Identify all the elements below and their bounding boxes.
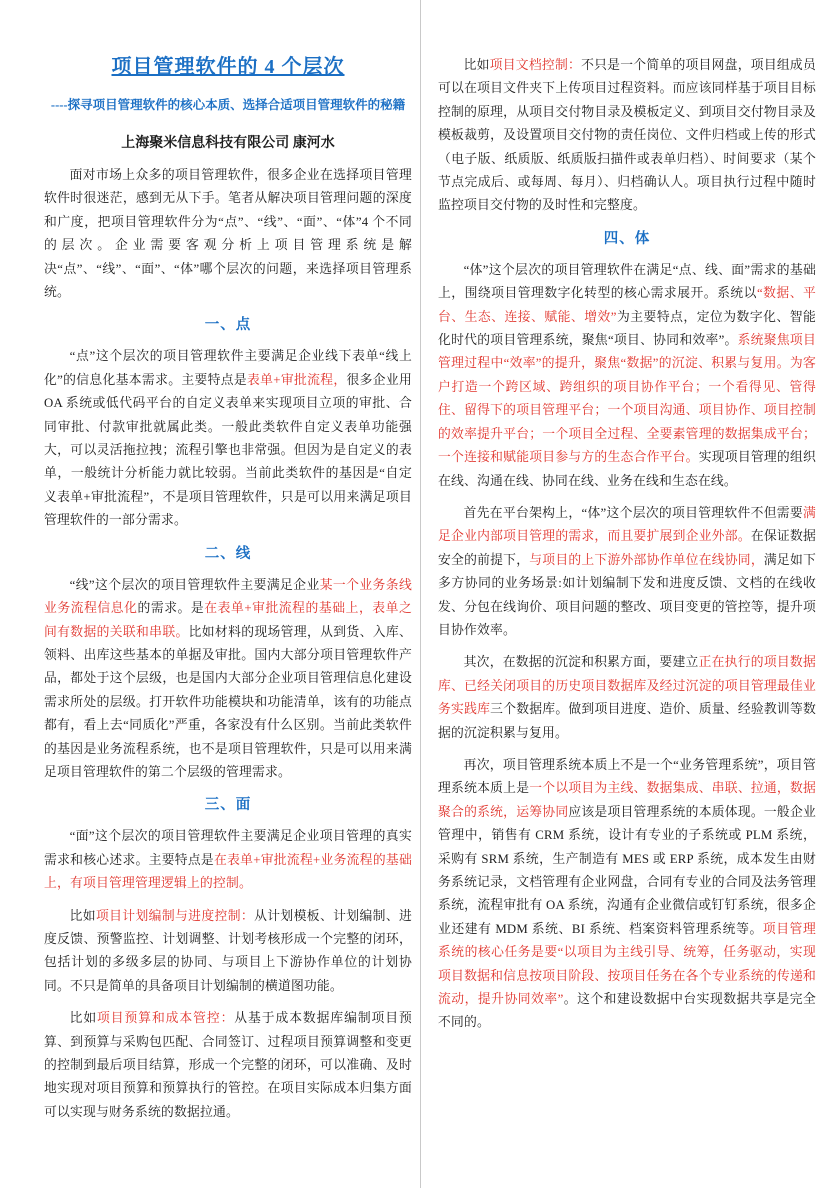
highlight-red-text: 与项目的上下游外部协作单位在线协同，	[529, 552, 764, 567]
body-text: “面”这个层次的项目管理软件主要满足企业项目管理的真实需求和核心述求。主要特点是	[44, 829, 412, 867]
body-text: 不只是一个简单的项目网盘，项目组成员可以在项目文件夹下上传项目过程资料。而应该同样基于项目目标控制的原理，从项目交付物目录及模板定义、到项目交付物目录及模板裁剪，及设置项目交付物的责任岗位、文件归档或上传的形式（电子版、纸质版、纸质版扫描件或表单归档）、时间要求（某个节点完成后、或每周、每月）、归档确认人。项目执行过程中随时监控项目交付物的及时性和完整度。	[438, 58, 816, 213]
body-text: 比如	[69, 908, 96, 923]
body-text: 三个数据库。做到项目进度、造价、质量、经验教训等数据的沉淀积累与复用。	[438, 702, 817, 740]
left-column-flow	[44, 164, 412, 1124]
right-column	[438, 0, 816, 1044]
body-text: 应该是项目管理系统的本质体现。一般企业管理中，销售有 CRM 系统，设计有专业的子系统或 PLM 系统，采购有 SRM 系统，生产制造有 MES 或 ERP 系统，成本发生由财务系统记录，文档管理有企业网盘，合同有专业的合同及法务管理系统，流程审批有 OA 系统，沟通有企业微信或钉钉系统，很多企业还建有 MDM 系统、BI 系统、档案资料管理系统等。	[438, 804, 816, 936]
paragraph	[44, 574, 412, 785]
body-text: 比如	[463, 58, 490, 72]
page-subtitle: ----探寻项目管理软件的核心本质、选择合适项目管理软件的秘籍	[50, 98, 406, 112]
paragraph	[44, 1007, 412, 1124]
paragraph	[438, 259, 816, 493]
paragraph	[438, 502, 816, 642]
highlight-red-text: 项目预算和成本管控：	[97, 1011, 235, 1026]
paragraph	[44, 164, 412, 304]
body-text: 很多企业用 OA 系统或低代码平台的自定义表单来实现项目立项的审批、合同审批、付款审批就属此类。一般此类软件自定义表单功能强大，可以灵活拖拉拽；流程引擎也非常强。但因为是自定义的表单，一般统计分析能力就比较弱。当前此类软件的基因是“自定义表单+审批流程”，不是项目管理软件，只是可以用来满足项目管理软件的一部分需求。	[44, 372, 413, 528]
body-text: 满足如下多方协同的业务场景:如计划编制下发和进度反馈、文档的在线收发、分包在线询价、项目问题的整改、项目变更的管控等，提升项目协作效率。	[438, 552, 816, 637]
body-text: “点”这个层次的项目管理软件主要满足企业线下表单“线上化”的信息化基本需求。主要特点是	[44, 349, 412, 387]
highlight-red-text: 项目管理系统的核心任务是要“以项目为主线引导、统筹，任务驱动，实现项目数据和信息按项目阶段、按项目任务在各个专业系统的传递和流动，提升协同效率”	[438, 921, 816, 1007]
section-heading: 二、线	[204, 545, 252, 562]
left-column	[44, 0, 412, 1133]
paragraph	[44, 825, 412, 895]
body-text: 从基于成本数据库编制项目预算、到预算与采购包匹配、合同签订、过程项目预算调整和变更的控制到最后项目结算，形成一个完整的闭环，可以准确、及时地实现对项目预算和预算执行的管控。在项目实际成本归集方面可以实现与财务系统的数据拉通。	[44, 1011, 412, 1119]
section-heading: 四、体	[603, 230, 651, 247]
highlight-red-text: 系统聚焦项目管理过程中“效率”的提升，聚焦“数据”的沉淀、积累与复用。为客户打造一个跨区域、跨组织的项目协作平台；一个看得见、管得住、留得下的项目管理平台；一个项目沟通、项目协作、项目控制的效率提升平台；一个项目全过程、全要素管理的数据集成平台；一个连接和赋能项目参与方的生态合作平台。	[438, 333, 816, 465]
column-divider	[420, 0, 421, 1188]
paragraph	[44, 345, 412, 532]
body-text: 比如材料的现场管理，从到货、入库、领料、出库这些基本的单据及审批。国内大部分项目管理软件产品，都处于这个层级，也是国内大部分企业项目管理信息化建设需求所处的层级。打开软件功能模块和功能清单，该有的功能点都有，看上去“同质化”严重，各家没有什么区别。当前此类软件的基因是业务流程系统，也不是项目管理软件，只是可以用来满足项目管理软件的第二个层级的管理需求。	[44, 624, 413, 779]
body-text: 的需求。是	[137, 601, 205, 616]
highlight-red-text: 表单+审批流程，	[247, 372, 347, 387]
body-text: 实现项目管理的组织在线、沟通在线、协同在线、业务在线和生态在线。	[438, 450, 816, 488]
body-text: 面对市场上众多的项目管理软件，很多企业在选择项目管理软件时很迷茫，感到无从下手。笔者从解决项目管理问题的深度和广度，把项目管理软件分为“点”、“线”、“面”、“体”4 个不同的层次。企业需要客观分析上项目管理系统是解决“点”、“线”、“面”、“体”哪个层次的问题，来选择项目管理系统。	[44, 168, 412, 300]
highlight-red-text: “数据、平台、生态、连接、赋能、增效”	[438, 286, 816, 324]
body-text: 其次，在数据的沉淀和积累方面，要建立	[463, 655, 699, 670]
body-text: 在保证数据安全的前提下，	[438, 529, 816, 567]
paragraph	[44, 905, 412, 999]
highlight-red-text: 某一个业务条线业务流程信息化	[44, 577, 412, 616]
highlight-red-text: 正在执行的项目数据库、已经关闭项目的历史项目数据库及经过沉淀的项目管理最佳业务实践库	[438, 655, 816, 717]
paragraph	[438, 651, 816, 745]
paragraph	[438, 754, 816, 1035]
section-heading: 三、面	[204, 797, 252, 814]
highlight-red-text: 项目计划编制与进度控制：	[95, 908, 255, 923]
highlight-red-text: 在表单+审批流程+业务流程的基础上，有项目管理管理逻辑上的控制。	[44, 852, 412, 891]
body-text: 首先在平台架构上，“体”这个层次的项目管理软件不但需要	[463, 505, 803, 520]
paragraph	[438, 54, 816, 218]
body-text: “线”这个层次的项目管理软件主要满足企业	[69, 577, 320, 592]
body-text: 比如	[69, 1011, 98, 1026]
highlight-red-text: 满足企业内部项目管理的需求，而且要扩展到企业外部。	[438, 505, 816, 544]
highlight-red-text: 在表单+审批流程的基础上，表单之间有数据的关联和串联。	[44, 601, 413, 639]
highlight-red-text: 一个以项目为主线、数据集成、串联、拉通，数据聚合的系统，运筹协同	[438, 781, 816, 819]
author-line: 上海聚米信息科技有限公司 康河水	[121, 136, 335, 151]
body-text: 从计划模板、计划编制、进度反馈、预警监控、计划调整、计划考核形成一个完整的闭环，包括计划的多级多层的协同、与项目上下游协作单位的计划协同。不只是简单的具备项目计划编制的横道图功能。	[44, 908, 412, 993]
body-text: 再次，项目管理系统本质上不是一个“业务管理系统”，项目管理系统本质上是	[438, 757, 816, 796]
right-column-flow	[438, 54, 816, 1035]
page-title: 项目管理软件的 4 个层次	[111, 56, 345, 78]
highlight-red-text: 项目文档控制：	[489, 58, 582, 72]
section-heading: 一、点	[204, 317, 252, 334]
body-text: 。这个和建设数据中台实现数据共享是完全不同的。	[438, 992, 816, 1030]
body-text: 为主要特点，定位为数字化、智能化时代的项目管理系统，聚焦“项目、协同和效率”。	[438, 309, 817, 348]
body-text: “体”这个层次的项目管理软件在满足“点、线、面”需求的基础上，围绕项目管理数字化转型的核心需求展开。系统以	[438, 262, 816, 301]
